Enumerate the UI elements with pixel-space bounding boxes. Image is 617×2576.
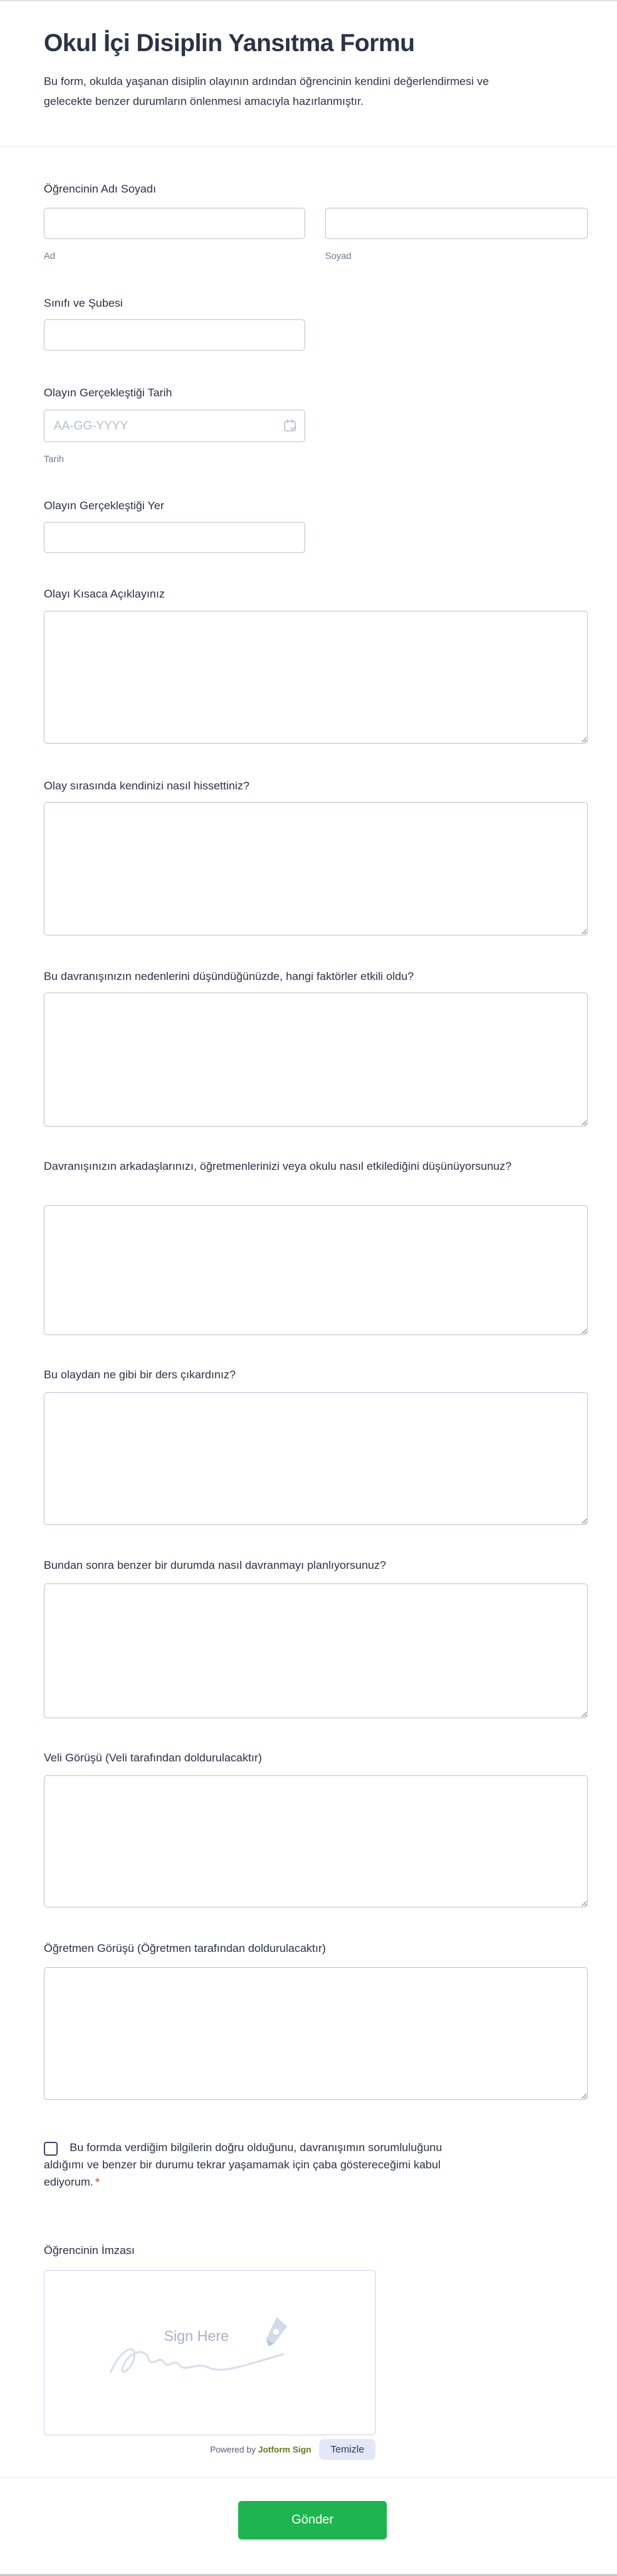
agreement-field	[44, 2139, 472, 2191]
form-subtitle: Bu form, okulda yaşanan disiplin olayının ardından öğrencinin kendini değerlendirmesi ve gelecekte benzer durumların önlenmesi amacıyla hazırlanmıştır.	[44, 75, 489, 108]
clear-signature-button[interactable]: Temizle	[319, 2439, 376, 2460]
top-edge	[0, 0, 617, 1]
describe-label: Olayı Kısaca Açıklayınız	[44, 588, 165, 600]
class-section-label: Sınıfı ve Şubesi	[44, 297, 123, 309]
submit-button[interactable]: Gönder	[238, 2501, 387, 2539]
calendar-check-icon[interactable]	[283, 418, 297, 433]
lesson-textarea[interactable]	[44, 1392, 588, 1525]
form-title: Okul İçi Disiplin Yansıtma Formu	[44, 29, 415, 56]
event-date-sublabel: Tarih	[44, 453, 64, 464]
last-name-input[interactable]	[325, 208, 588, 239]
teacher-opinion-label: Öğretmen Görüşü (Öğretmen tarafından doldurulacaktır)	[44, 1942, 326, 1955]
impact-textarea[interactable]	[44, 1205, 588, 1335]
signature-pad[interactable]	[44, 2270, 376, 2435]
first-name-sublabel: Ad	[44, 250, 56, 261]
event-place-label: Olayın Gerçekleştiği Yer	[44, 499, 165, 512]
jotform-sign-brand: Jotform Sign	[257, 2444, 312, 2455]
parent-opinion-label: Veli Görüşü (Veli tarafından doldurulacaktır)	[44, 1751, 262, 1764]
lesson-label: Bu olaydan ne gibi bir ders çıkardınız?	[44, 1368, 236, 1381]
agreement-text-content: Bu formda verdiğim bilgilerin doğru olduğunu, davranışımın sorumluluğunu aldığımı ve benzer bir durumu tekrar yaşamamak için çaba göstereceğimi kabul ediyorum.	[44, 2141, 443, 2188]
pen-nib-icon	[258, 2312, 293, 2349]
feelings-label: Olay sırasında kendinizi nasıl hissettiniz?	[44, 779, 249, 792]
teacher-opinion-textarea[interactable]	[44, 1967, 588, 2100]
plan-label: Bundan sonra benzer bir durumda nasıl davranmayı planlıyorsunuz?	[44, 1559, 386, 1571]
factors-label: Bu davranışınızın nedenlerini düşündüğünüzde, hangi faktörler etkili oldu?	[44, 970, 414, 983]
student-name-label: Öğrencinin Adı Soyadı	[44, 183, 157, 195]
header-divider	[0, 146, 617, 147]
powered-by-label: Powered by	[210, 2444, 256, 2455]
agreement-text	[44, 2139, 472, 2191]
parent-opinion-textarea[interactable]	[44, 1775, 588, 1907]
impact-label: Davranışınızın arkadaşlarınızı, öğretmenlerinizi veya okulu nasıl etkilediğini düşünüyorsunuz?	[44, 1160, 512, 1172]
last-name-sublabel: Soyad	[325, 250, 352, 261]
describe-textarea[interactable]	[44, 611, 588, 744]
event-date-field	[44, 410, 305, 442]
required-asterisk: *	[95, 2176, 100, 2188]
sign-here-text: Sign Here	[164, 2328, 229, 2344]
event-place-input[interactable]	[44, 522, 305, 553]
signature-label: Öğrencinin İmzası	[44, 2244, 135, 2257]
class-section-input[interactable]	[44, 319, 305, 351]
event-date-input[interactable]	[44, 410, 305, 442]
feelings-textarea[interactable]	[44, 802, 588, 935]
agreement-checkbox[interactable]	[44, 2142, 58, 2156]
plan-textarea[interactable]	[44, 1583, 588, 1718]
factors-textarea[interactable]	[44, 993, 588, 1127]
event-date-label: Olayın Gerçekleştiği Tarih	[44, 386, 172, 399]
powered-by-text	[210, 2445, 311, 2455]
first-name-input[interactable]	[44, 208, 305, 239]
signature-footer	[44, 2438, 376, 2460]
footer-divider	[0, 2477, 617, 2478]
